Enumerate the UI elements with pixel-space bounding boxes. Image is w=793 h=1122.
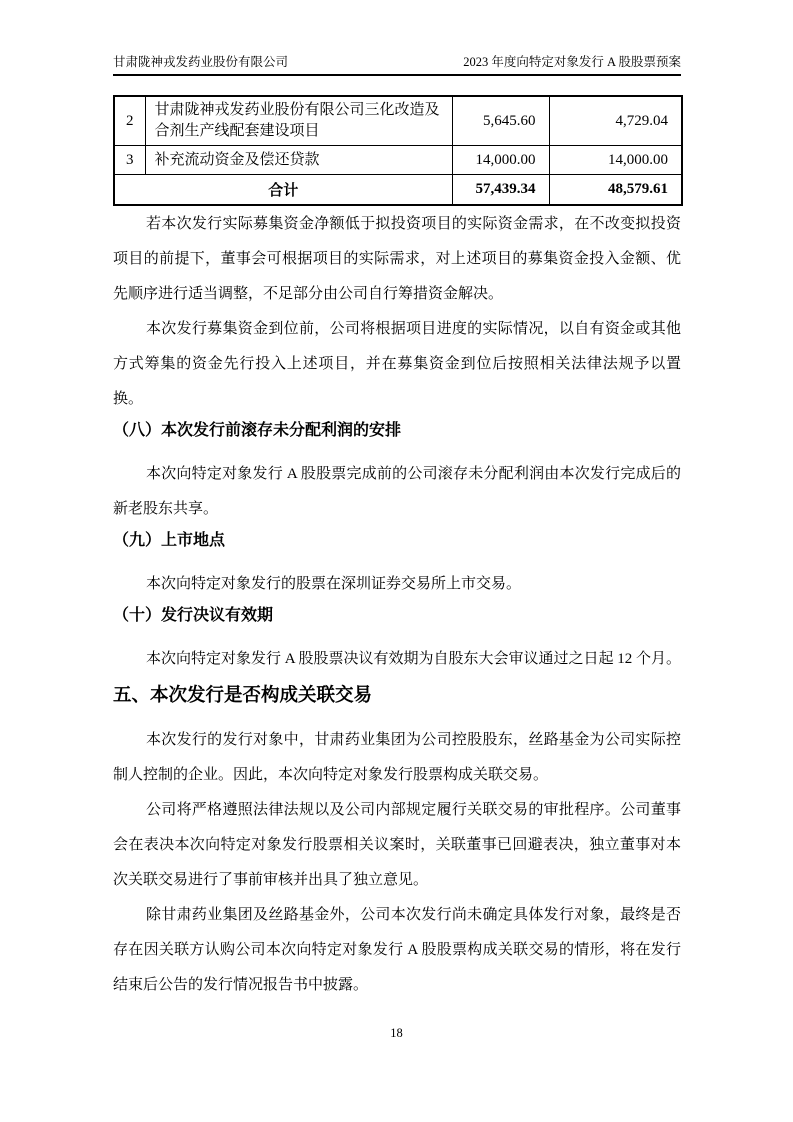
section-heading-10: （十）发行决议有效期 (113, 606, 274, 624)
section-heading-9: （九）上市地点 (113, 531, 226, 549)
paragraph-related-party-1: 本次发行的发行对象中，甘肃药业集团为公司控股股东，丝路基金为公司实际控制人控制的企业。因此，本次向特定对象发行股票构成关联交易。 (113, 731, 681, 783)
page-header (113, 0, 681, 76)
paragraph-resolution-validity: 本次向特定对象发行 A 股股票决议有效期为自股东大会审议通过之日起 12 个月。 (146, 650, 682, 667)
table-total-row (114, 175, 682, 205)
paragraph-replacement: 本次发行募集资金到位前，公司将根据项目进度的实际情况，以自有资金或其他方式筹集的资金先行投入上述项目，并在募集资金到位后按照相关法律法规予以置换。 (113, 320, 681, 407)
total-amount-cell: 48,579.61 (549, 175, 682, 205)
funding-projects-table (113, 95, 683, 206)
section-heading-5: 五、本次发行是否构成关联交易 (113, 683, 373, 705)
project-name-cell: 补充流动资金及偿还贷款 (145, 146, 452, 175)
paragraph-listing-venue: 本次向特定对象发行的股票在深圳证券交易所上市交易。 (146, 575, 522, 592)
amount-cell: 5,645.60 (452, 96, 549, 146)
paragraph-related-party-3: 除甘肃药业集团及丝路基金外，公司本次发行尚未确定具体发行对象，最终是否存在因关联方认购公司本次向特定对象发行 A 股股票构成关联交易的情形，将在发行结束后公告的发行情况报告书中披露。 (113, 906, 681, 993)
table-row (114, 96, 682, 146)
paragraph-related-party-2: 公司将严格遵照法律法规以及公司内部规定履行关联交易的审批程序。公司董事会在表决本次向特定对象发行股票相关议案时，关联董事已回避表决，独立董事对本次关联交易进行了事前审核并出具了独立意见。 (113, 801, 681, 888)
row-number-cell: 2 (114, 96, 145, 146)
paragraph-adjustment: 若本次发行实际募集资金净额低于拟投资项目的实际资金需求，在不改变拟投资项目的前提下，董事会可根据项目的实际需求，对上述项目的募集资金投入金额、优先顺序进行适当调整，不足部分由公司自行筹措资金解决。 (113, 215, 681, 302)
section-heading-8: （八）本次发行前滚存未分配利润的安排 (113, 421, 402, 439)
header-document-title: 2023 年度向特定对象发行 A 股股票预案 (463, 55, 681, 69)
header-company-name: 甘肃陇神戎发药业股份有限公司 (113, 55, 289, 69)
amount-cell: 14,000.00 (452, 146, 549, 175)
page-number: 18 (390, 1026, 403, 1040)
row-number-cell: 3 (114, 146, 145, 175)
total-label-cell: 合计 (114, 175, 452, 205)
amount-cell: 14,000.00 (549, 146, 682, 175)
paragraph-profit-sharing: 本次向特定对象发行 A 股股票完成前的公司滚存未分配利润由本次发行完成后的新老股东共享。 (113, 465, 681, 517)
total-amount-cell: 57,439.34 (452, 175, 549, 205)
project-name-cell: 甘肃陇神戎发药业股份有限公司三化改造及合剂生产线配套建设项目 (145, 96, 452, 146)
amount-cell: 4,729.04 (549, 96, 682, 146)
table-row (114, 146, 682, 175)
